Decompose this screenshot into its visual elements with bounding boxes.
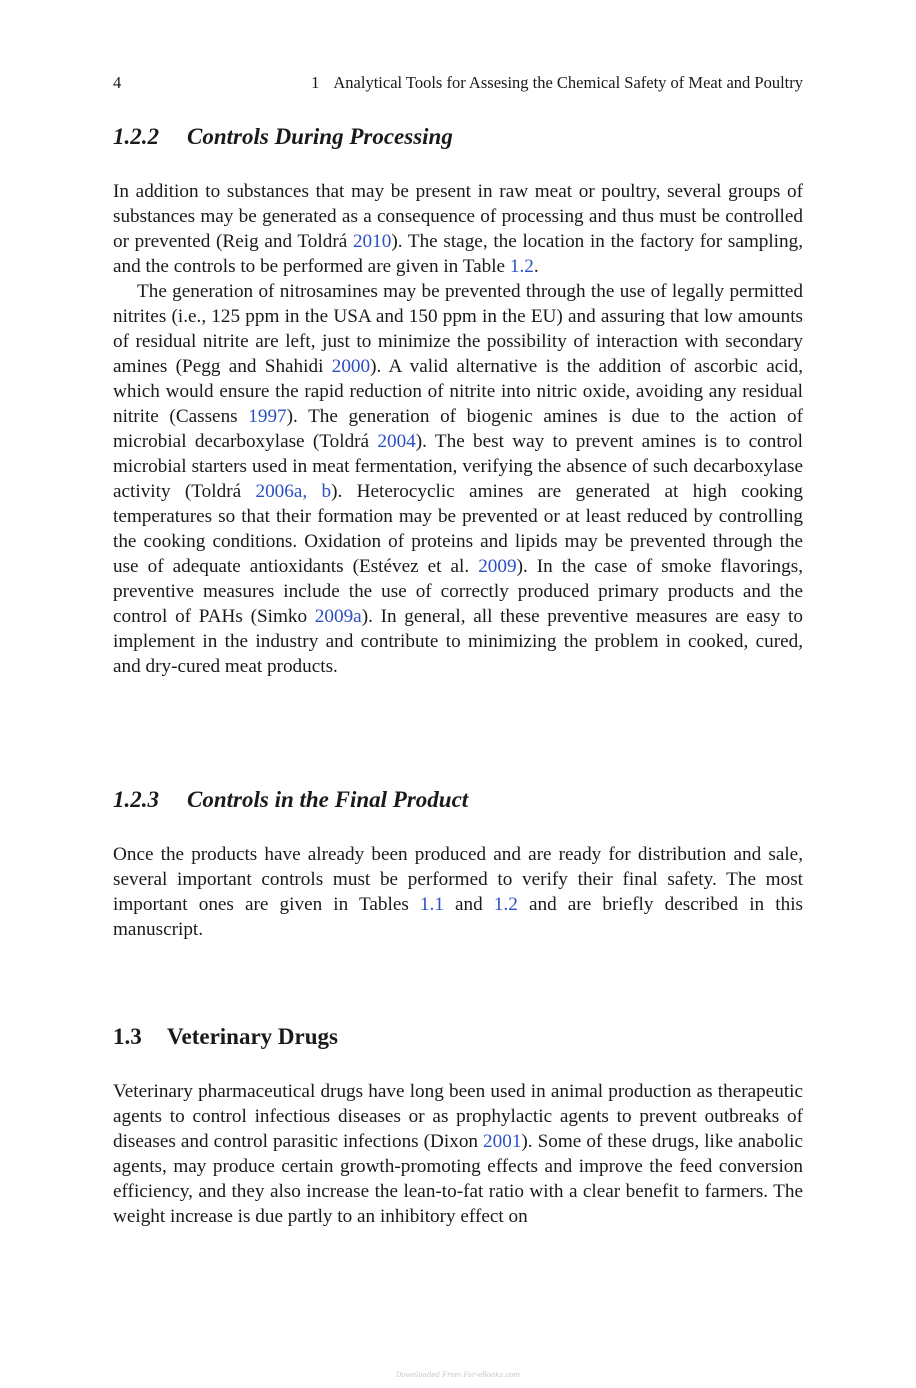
section-body [113,179,803,679]
text-run: ). Some of these drugs, like anabolic agents, may produce certain growth-promoting effects and improve the feed conversion efficiency, and they also increase the lean-to-fat ratio with a clear benefit to farmers. The weight increase is due partly to an inhibitory effect on [113,1131,803,1227]
text-run: ). The best way to prevent amines is to control microbial starters used in meat fermentation, verifying the absence of such decarboxylase activity (Toldrá [113,431,803,502]
running-header [113,72,803,94]
text-run: Veterinary pharmaceutical drugs have long been used in animal production as therapeutic agents to control infectious diseases or as prophylactic agents to prevent outbreaks of diseases and control parasitic infections (Dixon [113,1081,803,1152]
section-1-2-2 [113,122,803,679]
section-title: Controls During Processing [187,124,453,149]
section-heading [113,785,803,815]
paragraph [113,179,803,279]
citation-link[interactable]: 2004 [377,431,416,452]
text-run: ). The stage, the location in the factory for sampling, and the controls to be performed are given in Table [113,231,803,277]
text-run: and are briefly described in this manuscript. [113,894,803,940]
citation-link[interactable]: 1997 [248,406,287,427]
citation-link[interactable]: 2009a [314,606,362,627]
text-run: ). A valid alternative is the addition of ascorbic acid, which would ensure the rapid reduction of nitrite into nitric oxide, avoiding any residual nitrite (Cassens [113,356,803,427]
text-run: ). Heterocyclic amines are generated at high cooking temperatures so that their formation may be prevented or at least reduced by controlling the cooking conditions. Oxidation of proteins and lipids may be prevented through the use of adequate antioxidants (Estévez et al. [113,481,803,577]
section-1-2-3 [113,785,803,942]
section-heading [113,122,803,152]
section-heading [113,1022,803,1052]
paragraph [113,1079,803,1229]
text-run: . [533,256,539,277]
section-number: 1.3 [113,1024,142,1049]
section-body [113,842,803,942]
text-run: ). In general, all these preventive measures are easy to implement in the industry and contribute to minimizing the problem in cooked, cured, and dry-cured meat products. [113,606,803,677]
text-run: In addition to substances that may be present in raw meat or poultry, several groups of substances may be generated as a consequence of processing and thus must be controlled or prevented (Reig and Toldrá [113,181,803,252]
section-number: 1.2.2 [113,124,159,149]
text-run: ). The generation of biogenic amines is due to the action of microbial decarboxylase (Toldrá [113,406,804,452]
page-number: 4 [113,73,122,92]
chapter-title: Analytical Tools for Assesing the Chemical Safety of Meat and Poultry [333,73,803,92]
text-run: The generation of nitrosamines may be prevented through the use of legally permitted nitrites (i.e., 125 ppm in the USA and 150 ppm in the EU) and assuring that low amounts of residual nitrite are left, just to minimize the possibility of interaction with secondary amines (Pegg and Shahidi [113,281,803,377]
table-reference-link[interactable]: 1.2 [493,894,518,915]
citation-link[interactable]: 2010 [352,231,392,252]
text-run: ). In the case of smoke flavorings, preventive measures include the use of correctly produced primary products and the control of PAHs (Simko [113,556,803,627]
citation-link[interactable]: 2006a, b [255,481,332,502]
paragraph [113,279,803,679]
running-title [311,72,803,94]
chapter-number: 1 [311,73,320,92]
text-run: Once the products have already been produced and are ready for distribution and sale, several important controls must be performed to verify their final safety. The most important ones are given in Tables [113,844,803,915]
citation-link[interactable]: 2009 [478,556,517,577]
section-body [113,1079,803,1229]
text-run: and [443,894,494,915]
table-reference-link[interactable]: 1.2 [509,256,534,277]
citation-link[interactable]: 2001 [483,1131,522,1152]
section-1-3 [113,1022,803,1229]
section-title: Veterinary Drugs [167,1024,338,1049]
download-watermark: Downloaded From Fsr-eBooks.com [395,1371,521,1379]
table-reference-link[interactable]: 1.1 [419,894,444,915]
paragraph [113,842,803,942]
section-number: 1.2.3 [113,787,159,812]
section-title: Controls in the Final Product [187,787,469,812]
citation-link[interactable]: 2000 [331,356,371,377]
